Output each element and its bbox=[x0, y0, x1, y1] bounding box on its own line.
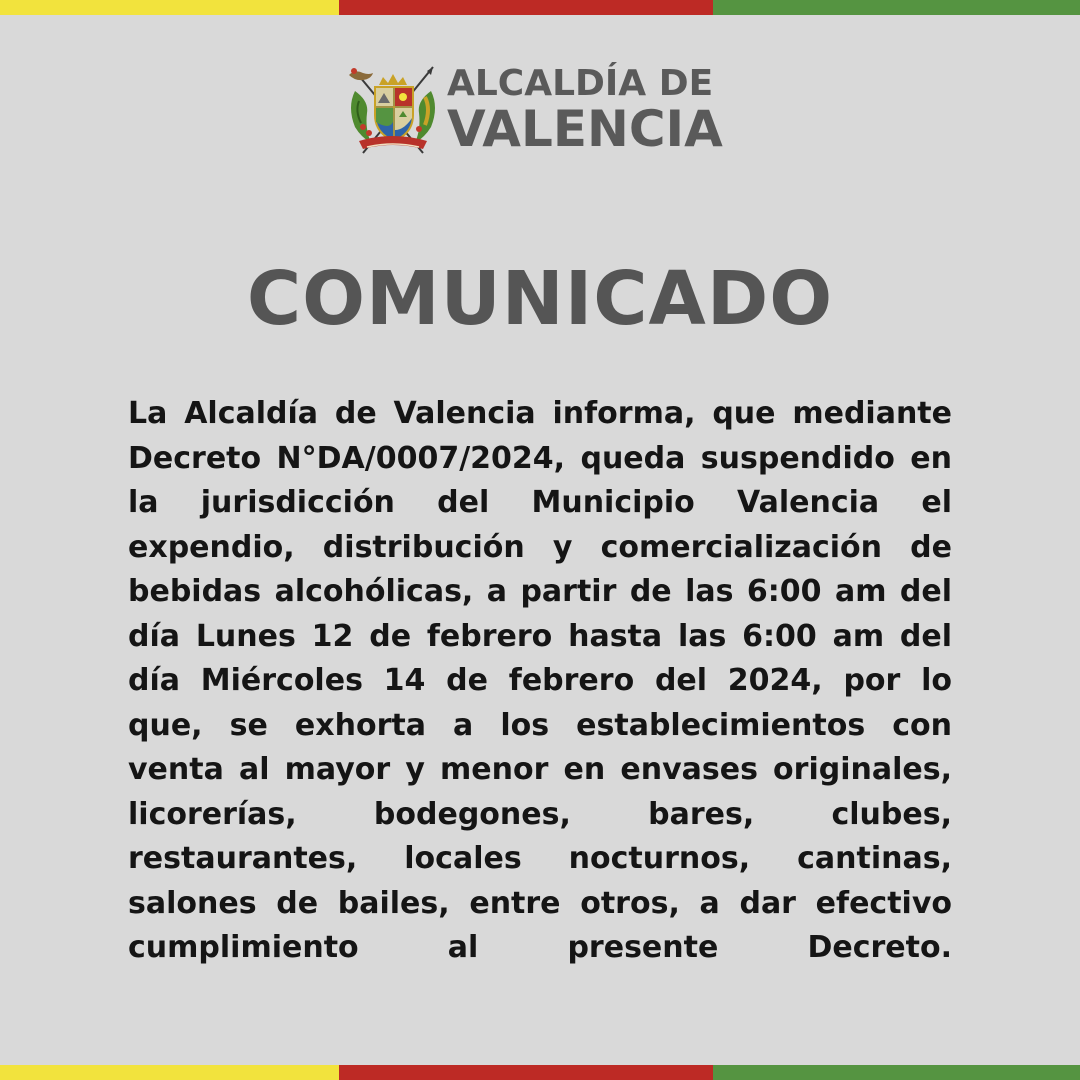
top-flag-stripe bbox=[0, 0, 1080, 15]
wordmark bbox=[447, 63, 723, 158]
wordmark-line1: ALCALDÍA DE bbox=[447, 63, 714, 104]
announcement-body: La Alcaldía de Valencia informa, que mediante Decreto N°DA/0007/2024, queda suspendido en la jurisdicción del Municipio Valencia el expendio, distribución y comercialización de bebidas alcohólicas, a partir de las 6:00 am del día Lunes 12 de febrero hasta las 6:00 am del día Miércoles 14 de febrero del 2024, por lo que, se exhorta a los establecimientos con venta al mayor y menor en envases originales, licorerías, bodegones, bares, clubes, restaurantes, locales nocturnos, cantinas, salones de bailes, entre otros, a dar efectivo cumplimiento al presente Decreto. bbox=[128, 396, 952, 965]
flag-green-segment bbox=[713, 0, 1080, 15]
flag-yellow-segment bbox=[0, 1065, 339, 1080]
flag-green-segment bbox=[713, 1065, 1080, 1080]
flag-yellow-segment bbox=[0, 0, 339, 15]
page-title: COMUNICADO bbox=[246, 256, 834, 342]
flag-red-segment bbox=[339, 0, 713, 15]
wordmark-line2: VALENCIA bbox=[447, 100, 723, 158]
flag-red-segment bbox=[339, 1065, 713, 1080]
bottom-flag-stripe bbox=[0, 1065, 1080, 1080]
coat-of-arms-icon bbox=[345, 61, 441, 159]
alcaldia-logo bbox=[345, 60, 723, 160]
